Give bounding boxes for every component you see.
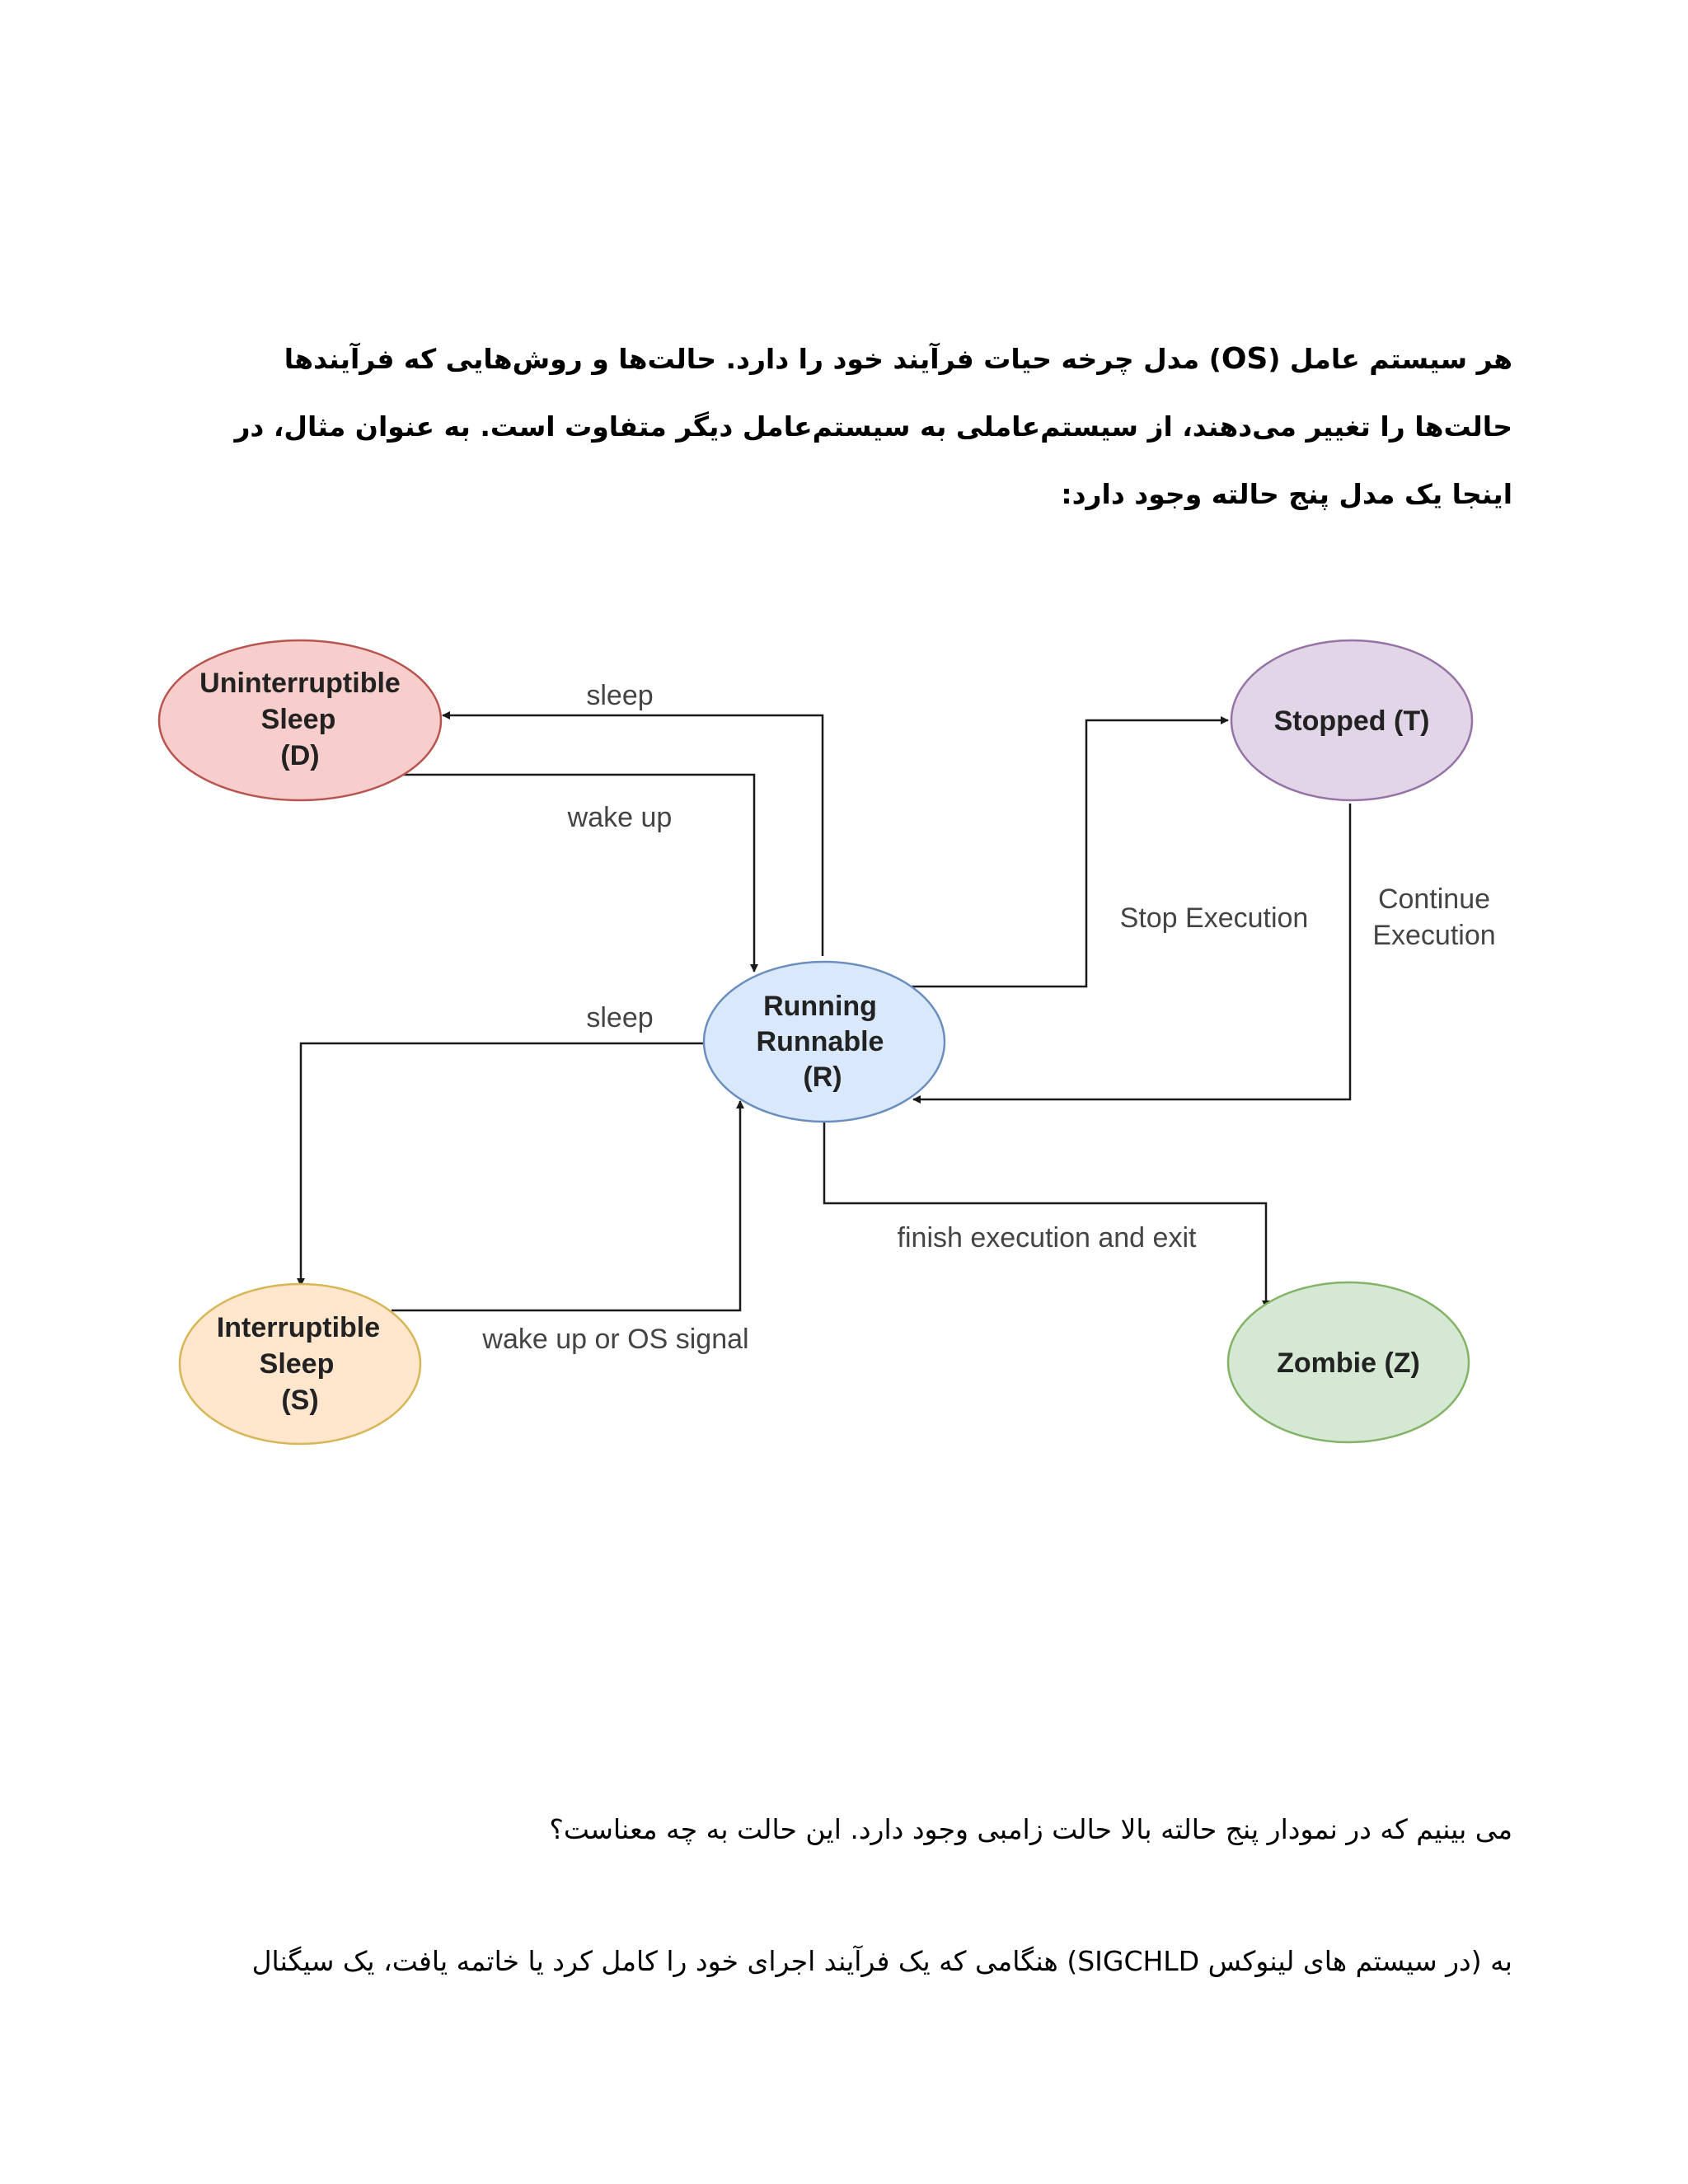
state-zombie-label: Zombie (Z) xyxy=(1277,1347,1420,1379)
edge-stop-execution xyxy=(911,720,1228,987)
edge-label-wake-up: wake up xyxy=(567,802,673,833)
state-stopped xyxy=(1231,640,1472,800)
edge-continue-execution xyxy=(913,804,1350,1099)
state-interruptible-sleep xyxy=(180,1284,420,1444)
state-stopped-label: Stopped (T) xyxy=(1273,705,1430,737)
state-interruptible-line3: (S) xyxy=(281,1385,319,1416)
state-uninterruptible-line2: Sleep xyxy=(260,704,336,735)
intro-os-term: OS xyxy=(1221,342,1268,376)
answer-paragraph: به (در سیستم های لینوکس SIGCHLD) هنگامی که یک فرآیند اجرای خود را کامل کرد یا خاتمه یافت، یک سیگنال xyxy=(251,1945,1512,1977)
state-uninterruptible-line3: (D) xyxy=(280,740,320,771)
edge-finish-to-zombie xyxy=(824,1122,1266,1308)
edge-sleep-to-uninterruptible xyxy=(443,715,823,956)
state-interruptible-line2: Sleep xyxy=(259,1348,335,1380)
state-running-line1: Running xyxy=(763,991,877,1022)
intro-text-part2: ) مدل چرخه حیات فرآیند خود را دارد. حالت‌ها و روش‌هایی که فرآیندها حالت‌ها را تغییر می‌دهند، از سیستم‌عاملی به سیستم‌عامل دیگر متفاوت است. به عنوان مثال، در اینجا یک مدل پنج حالته وجود دارد: xyxy=(234,343,1512,510)
state-uninterruptible-sleep xyxy=(159,640,441,800)
edge-label-sleep-top: sleep xyxy=(586,680,654,711)
edge-label-wake-or-signal: wake up or OS signal xyxy=(482,1324,749,1355)
state-running-line3: (R) xyxy=(803,1062,842,1093)
state-running-runnable xyxy=(704,962,945,1122)
edge-sleep-to-interruptible xyxy=(301,1043,706,1286)
edge-wake-or-signal-to-running xyxy=(392,1101,740,1310)
state-interruptible-line1: Interruptible xyxy=(216,1312,381,1343)
edge-label-continue-line2: Execution xyxy=(1372,920,1496,951)
edge-label-sleep-left: sleep xyxy=(586,1002,654,1033)
intro-text-part1: هر سیستم عامل ( xyxy=(1268,343,1512,375)
edge-label-stop-execution: Stop Execution xyxy=(1119,902,1309,934)
edge-label-continue-line1: Continue xyxy=(1377,883,1491,915)
edge-label-finish: finish execution and exit xyxy=(897,1222,1197,1254)
state-zombie xyxy=(1228,1282,1469,1442)
state-running-line2: Runnable xyxy=(756,1026,884,1057)
state-uninterruptible-line1: Uninterruptible xyxy=(199,668,401,699)
question-paragraph: می بینیم که در نمودار پنج حالته بالا حالت زامبی وجود دارد. این حالت به چه معناست؟ xyxy=(549,1813,1512,1845)
